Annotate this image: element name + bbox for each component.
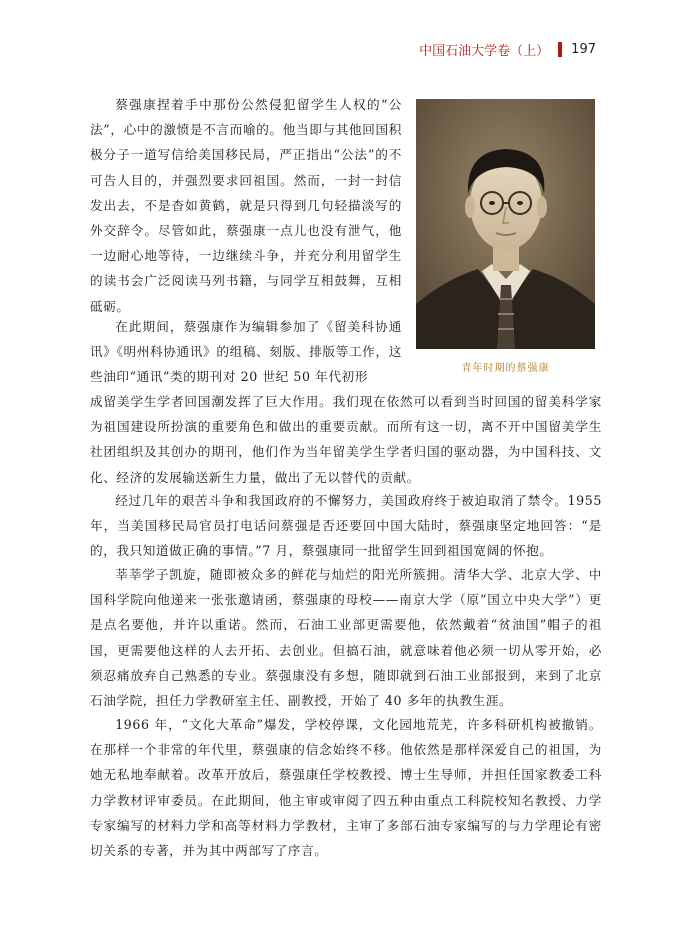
book-title: 中国石油大学卷（上） [419,44,550,59]
paragraph-1: 蔡强康捏着手中那份公然侵犯留学生人权的“公法”，心中的激愤是不言而喻的。他当即与其他回国积极分子一道写信给美国移民局，严正指出“公法”的不可告人目的，并强烈要求回祖国。然而，一封一封信发出去，不是杳如黄鹤，就是只得到几句轻描淡写的外交辞令。尽管如此，蔡强康一点儿也没有泄气，他一边耐心地等待，一边继续斗争，并充分利用留学生的读书会广泛阅读马列书籍，与同学互相鼓舞，互相砥砺。 [90,97,402,314]
paragraph-5: 1966 年，“文化大革命”爆发，学校停课，文化园地荒芜，许多科研机构被撤销。在那样一个非常的年代里，蔡强康的信念始终不移。他依然是那样深爱自己的祖国，为她无私地奉献着。改革开放后，蔡强康任学校教授、博士生导师，并担任国家教委工科力学教材评审委员。在此期间，他主审或审阅了四五种由重点工科院校知名教授、力学专家编写的材料力学和高等材料力学教材，主审了多部石油专家编写的与力学理论有密切关系的专著，并为其中两部写了序言。 [90,717,602,859]
page-number: 197 [571,42,596,57]
running-header [419,40,596,59]
header-divider [558,42,562,57]
paragraph-2-wrapped: 在此期间，蔡强康作为编辑参加了《留美科协通讯》《明州科协通讯》的组稿、刻版、排版等工作，这些油印“通讯”类的期刊对 20 世纪 50 年代初形 [90,319,402,385]
photo-caption: 青年时期的蔡强康 [461,363,550,374]
paragraph-3: 经过几年的艰苦斗争和我国政府的不懈努力，美国政府终于被迫取消了禁令。1955 年，当美国移民局官员打电话问蔡强是否还要回中国大陆时，蔡强康坚定地回答：“是的，我只知道做正确的事情。”7 月，蔡强康同一批留学生回到祖国宽阔的怀抱。 [90,493,602,559]
paragraph-4: 莘莘学子凯旋，随即被众多的鲜花与灿烂的阳光所簇拥。清华大学、北京大学、中国科学院向他递来一张张邀请函，蔡强康的母校——南京大学（原“国立中央大学”）更是点名要他，并许以重诺。然而，石油工业部更需要他，依然戴着“贫油国”帽子的祖国，更需要他这样的人去开拓、去创业。但搞石油，就意味着他必须一切从零开始，必须忍痛放弃自己熟悉的专业。蔡强康没有多想，随即就到石油工业部报到，来到了北京石油学院，担任力学教研室主任、副教授，开始了 40 多年的执教生涯。 [90,567,602,709]
portrait-photo [416,99,595,349]
paragraph-2-continued: 成留美学生学者回国潮发挥了巨大作用。我们现在依然可以看到当时回国的留美科学家为祖国建设所扮演的重要角色和做出的重要贡献。而所有这一切，离不开中国留美学生社团组织及其创办的期刊，他们作为当年留美学生学者归国的驱动器，为中国科技、文化、经济的发展输送新生力量，做出了无以替代的贡献。 [90,394,602,485]
